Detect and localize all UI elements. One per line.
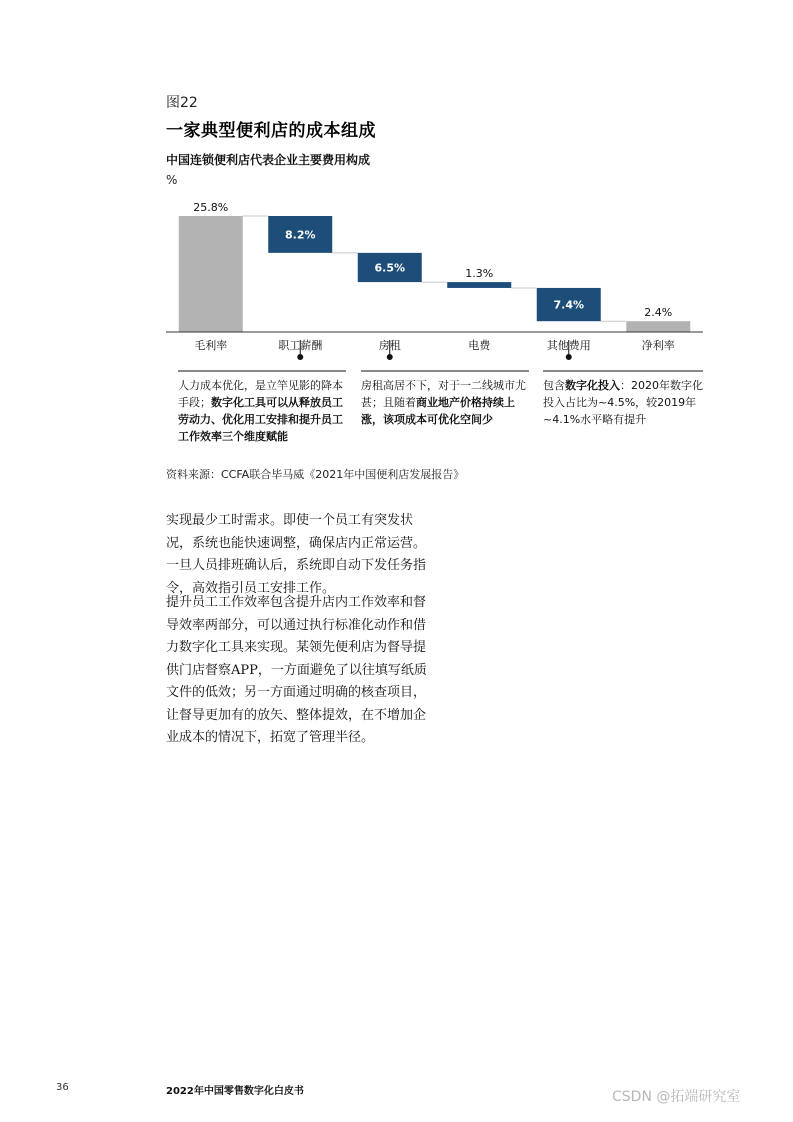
- note-labor-cost: [178, 377, 346, 445]
- note-labor-plain: 人力成本优化，是立竿见影的降本手段；: [178, 379, 343, 409]
- data-label-3: 1.3%: [465, 267, 494, 281]
- chart-subtitle: 中国连锁便利店代表企业主要费用构成: [166, 153, 371, 167]
- data-label-4: 7.4%: [553, 298, 585, 312]
- page-number: 36: [56, 1082, 69, 1093]
- category-label-2: 房租: [378, 339, 401, 352]
- category-label-1: 职工薪酬: [278, 339, 323, 352]
- note-rent-plain: 房租高居不下，对于一二线城市尤甚；且随着: [361, 379, 526, 409]
- annotation-dot-0: [297, 354, 303, 360]
- source-note: 资料来源：CCFA联合毕马威《2021年中国便利店发展报告》: [166, 468, 465, 481]
- unit-label: %: [166, 173, 178, 187]
- annotation-dot-1: [387, 354, 393, 360]
- note-other-plain: 包含: [543, 379, 565, 392]
- annotation-dot-2: [566, 354, 572, 360]
- note-other-rest: ：2020年数字化投入占比为~4.5%，较2019年~4.1%水平略有提升: [543, 379, 703, 426]
- bar-0: [179, 216, 243, 332]
- note-rent: [361, 377, 529, 428]
- note-labor-bold: 数字化工具可以从释放员工劳动力、优化用工安排和提升员工工作效率三个维度赋能: [178, 396, 343, 443]
- figure-label: 图22: [166, 95, 198, 111]
- data-label-1: 8.2%: [284, 228, 316, 242]
- body-paragraph-2: 提升员工工作效率包含提升店内工作效率和督导效率两部分，可以通过执行标准化动作和借力数字化工具来实现。某领先便利店为督导提供门店督察APP，一方面避免了以往填写纸质文件的低效；另一方面通过明确的核查项目，让督导更加有的放矢、整体提效，在不增加企业成本的情况下，拓宽了管理半径。: [166, 595, 427, 745]
- figure-title: 一家典型便利店的成本组成: [166, 121, 376, 141]
- data-label-5: 2.4%: [644, 306, 673, 320]
- category-label-3: 电费: [468, 339, 491, 352]
- category-label-4: 其他费用: [546, 339, 591, 352]
- note-rent-bold: 商业地产价格持续上涨，该项成本可优化空间少: [361, 396, 515, 426]
- data-label-0: 25.8%: [193, 201, 229, 214]
- footer-doc-title: 2022年中国零售数字化白皮书: [166, 1086, 304, 1097]
- data-label-2: 6.5%: [374, 261, 406, 275]
- category-label-5: 净利率: [641, 339, 675, 352]
- note-other-bold: 数字化投入: [565, 379, 620, 392]
- bar-5: [626, 321, 690, 332]
- bar-3: [447, 282, 511, 288]
- note-other-cost: [543, 377, 703, 428]
- category-label-0: 毛利率: [194, 339, 228, 352]
- watermark: CSDN @拓端研究室: [612, 1089, 741, 1105]
- body-paragraph-1: 实现最少工时需求。即使一个员工有突发状况，系统也能快速调整，确保店内正常运营。一旦人员排班确认后，系统即自动下发任务指令，高效指引员工安排工作。: [166, 513, 427, 596]
